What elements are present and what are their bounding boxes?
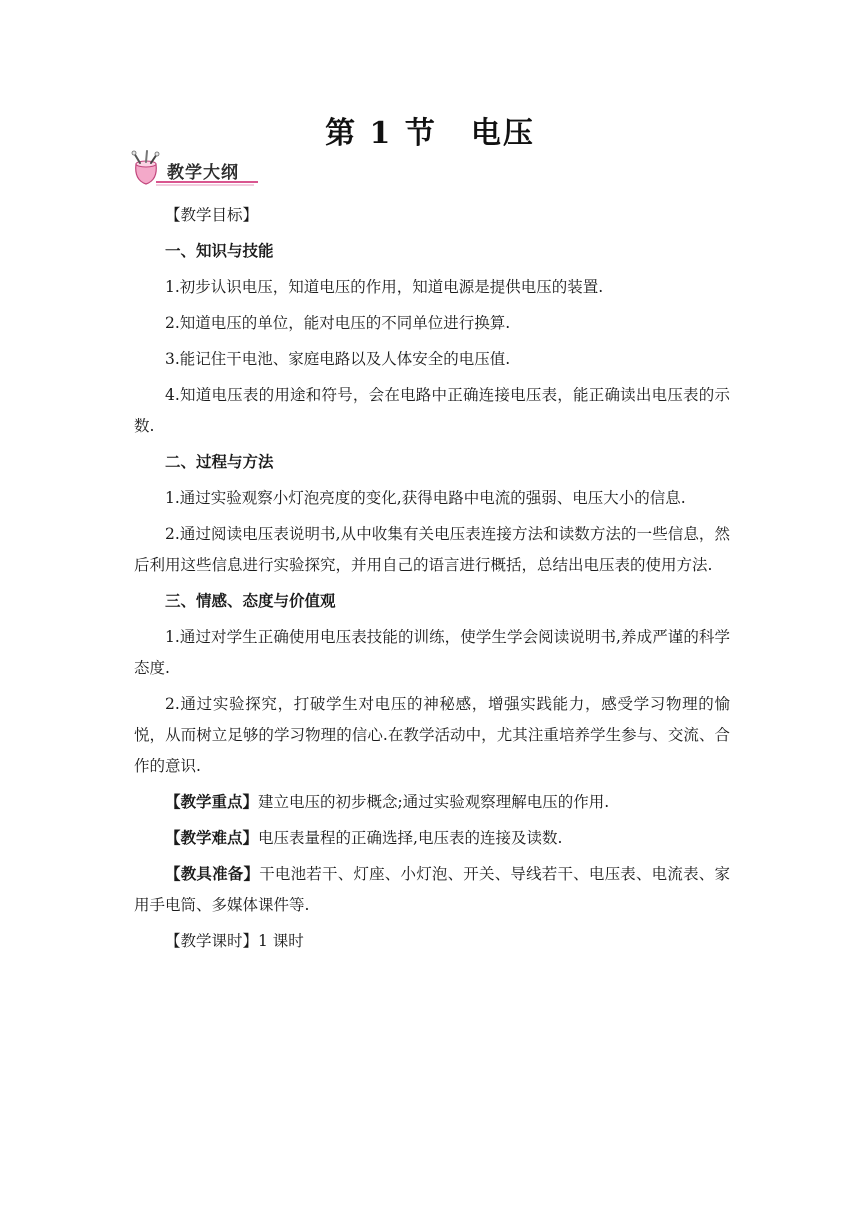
list-item: 2.通过阅读电压表说明书,从中收集有关电压表连接方法和读数方法的一些信息，然后利用这些信息进行实验探究，并用自己的语言进行概括，总结出电压表的使用方法.: [134, 525, 730, 574]
list-item: 1.通过对学生正确使用电压表技能的训练，使学生学会阅读说明书,养成严谨的科学态度.: [134, 628, 730, 677]
page-title: [0, 108, 860, 152]
list-item: 2.通过实验探究，打破学生对电压的神秘感，增强实践能力，感受学习物理的愉悦，从而树立足够的学习物理的信心.在教学活动中，尤其注重培养学生参与、交流、合作的意识.: [134, 695, 730, 775]
key-points-label: 【教学重点】: [165, 793, 259, 811]
objectives-label: 【教学目标】: [165, 206, 259, 224]
syllabus-content: [134, 200, 730, 962]
difficulties-text: 电压表量程的正确选择,电压表的连接及读数.: [258, 829, 563, 847]
difficulties-label: 【教学难点】: [165, 829, 259, 847]
list-item: 1.初步认识电压，知道电压的作用，知道电源是提供电压的装置.: [165, 278, 604, 296]
list-item: 4.知道电压表的用途和符号，会在电路中正确连接电压表，能正确读出电压表的示数.: [134, 386, 730, 435]
list-item: 3.能记住干电池、家庭电路以及人体安全的电压值.: [165, 350, 511, 368]
list-item: 1.通过实验观察小灯泡亮度的变化,获得电路中电流的强弱、电压大小的信息.: [165, 489, 686, 507]
class-hours: [134, 926, 730, 957]
equipment-text: 干电池若干、灯座、小灯泡、开关、导线若干、电压表、电流表、家用手电筒、多媒体课件等.: [134, 865, 730, 914]
section-heading: 二、过程与方法: [165, 453, 274, 471]
list-item: 2.知道电压的单位，能对电压的不同单位进行换算.: [165, 314, 511, 332]
key-points-text: 建立电压的初步概念;通过实验观察理解电压的作用.: [258, 793, 610, 811]
equipment: [134, 859, 730, 921]
key-points: [134, 787, 730, 818]
equipment-label: 【教具准备】: [165, 865, 260, 883]
section-number: 第 1 节: [325, 116, 437, 151]
difficulties: [134, 823, 730, 854]
class-hours-label: 【教学课时】: [165, 932, 259, 950]
section-heading: 一、知识与技能: [165, 242, 274, 260]
section-heading: 三、情感、态度与价值观: [165, 592, 336, 610]
section-title: 电压: [470, 116, 535, 151]
syllabus-badge-label: 教学大纲: [167, 163, 239, 183]
class-hours-text: 1 课时: [258, 932, 304, 950]
